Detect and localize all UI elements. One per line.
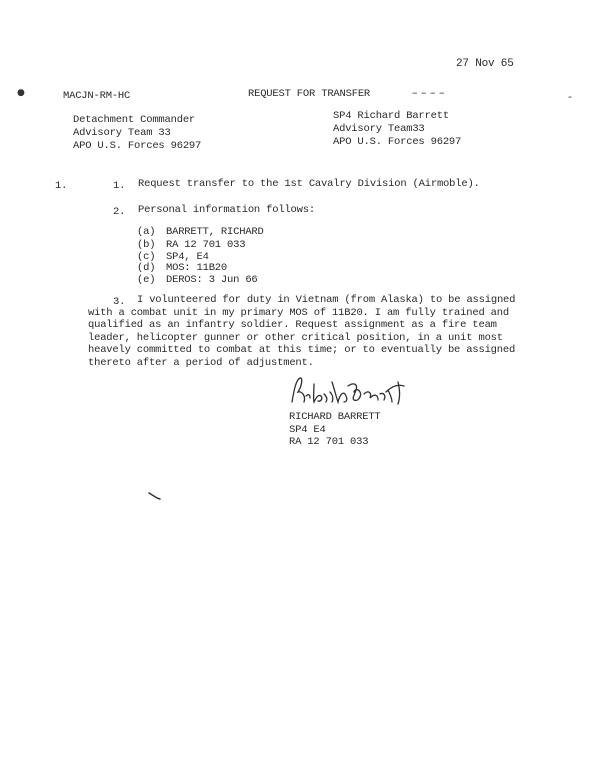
signature-service-number: RA 12 701 033 xyxy=(289,436,369,448)
margin-dash-mark: - xyxy=(568,90,572,103)
document-date: 27 Nov 65 xyxy=(456,58,514,70)
info-value-service-number: RA 12 701 033 xyxy=(166,239,246,251)
info-value-deros: DEROS: 3 Jun 66 xyxy=(166,274,258,286)
stray-dash-mark: – – – – xyxy=(412,86,445,99)
signature-name: RICHARD BARRETT xyxy=(289,411,381,423)
paragraph-3-line-1: I volunteered for duty in Vietnam (from Alaska) to be assigned xyxy=(137,294,516,306)
signature-rank: SP4 E4 xyxy=(289,424,326,436)
handwritten-signature xyxy=(288,374,420,410)
paragraph-2-number: 2. xyxy=(113,206,126,218)
stray-pen-mark xyxy=(148,492,162,502)
info-key-e: (e) xyxy=(137,274,156,286)
from-line-3: APO U.S. Forces 96297 xyxy=(333,136,462,148)
to-line-1: Detachment Commander xyxy=(73,114,196,126)
paragraph-3-line-5: heavely committed to combat at this time; or to eventually be assigned xyxy=(88,344,516,356)
subject-line: REQUEST FOR TRANSFER xyxy=(248,88,371,100)
info-key-b: (b) xyxy=(137,239,156,251)
to-line-3: APO U.S. Forces 96297 xyxy=(73,140,202,152)
info-value-mos: MOS: 11B20 xyxy=(166,262,228,274)
info-value-rank: SP4, E4 xyxy=(166,251,209,263)
info-key-a: (a) xyxy=(137,226,156,238)
info-value-name: BARRETT, RICHARD xyxy=(166,226,264,238)
to-line-2: Advisory Team 33 xyxy=(73,127,171,139)
paragraph-3-line-3: qualified as an infantry soldier. Request assignment as a fire team xyxy=(88,319,497,331)
paragraph-3-line-2: with a combat unit in my primary MOS of 11B20. I am fully trained and xyxy=(88,307,509,319)
file-reference: MACJN-RM-HC xyxy=(63,90,131,102)
paragraph-2-text: Personal information follows: xyxy=(138,204,315,216)
margin-dot-mark: ● xyxy=(17,88,25,98)
from-line-1: SP4 Richard Barrett xyxy=(333,110,449,122)
paragraph-3-line-4: leader, helicopter gunner or other critical position, in a unit most xyxy=(88,332,503,344)
from-line-2: Advisory Team33 xyxy=(333,123,425,135)
info-key-d: (d) xyxy=(137,262,156,274)
info-key-c: (c) xyxy=(137,251,156,263)
outer-paragraph-number: 1. xyxy=(55,180,68,192)
paragraph-1-number: 1. xyxy=(113,180,126,192)
paragraph-3-line-6: thereto after a period of adjustment. xyxy=(88,357,314,369)
paragraph-3-number: 3. xyxy=(113,296,126,308)
paragraph-1-text: Request transfer to the 1st Cavalry Division (Airmoble). xyxy=(138,178,480,190)
